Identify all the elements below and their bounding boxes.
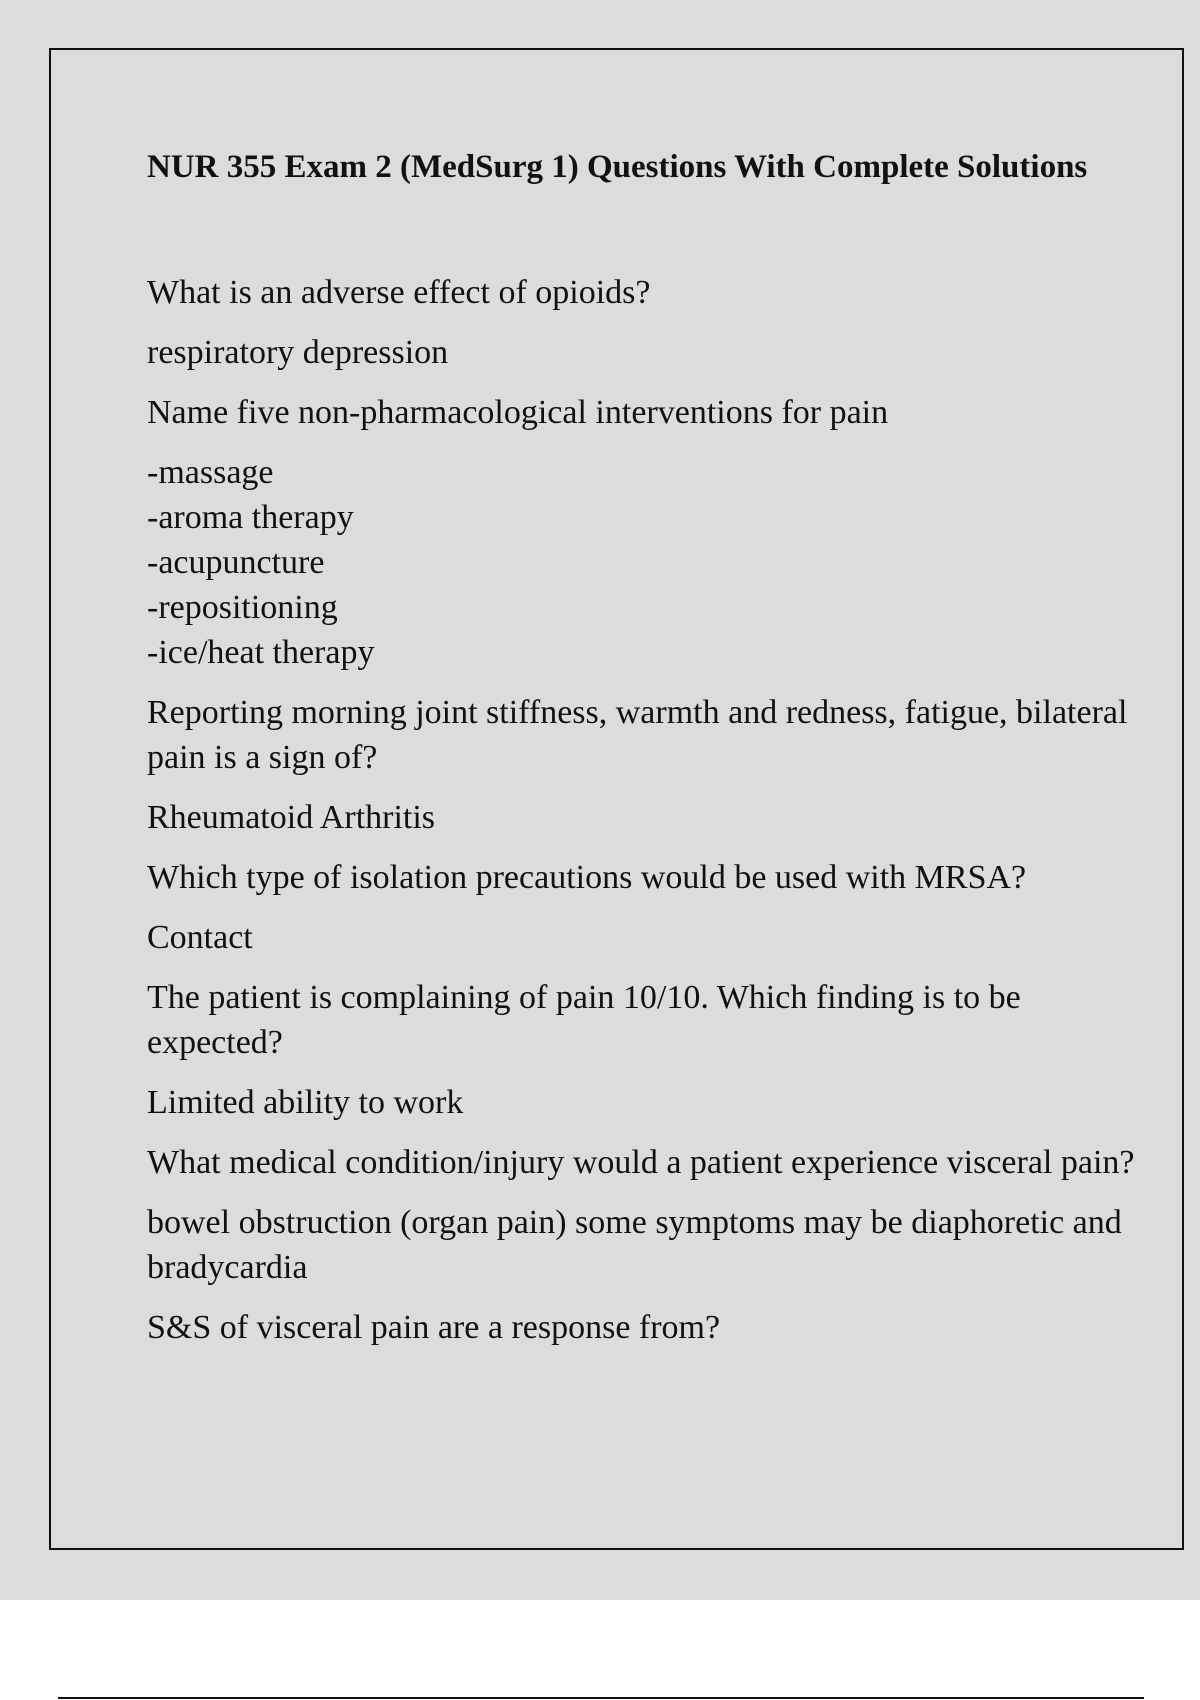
question-visceral-pain-condition: What medical condition/injury would a patient experience visceral pain?	[147, 1144, 1135, 1181]
question-visceral-pain-response: S&S of visceral pain are a response from?	[147, 1309, 721, 1346]
question-pain-10-finding: The patient is complaining of pain 10/10. Which finding is to be expected?	[147, 979, 1030, 1061]
question-non-pharm-interventions: Name five non-pharmacological interventions for pain	[147, 394, 889, 431]
question-joint-stiffness-sign: Reporting morning joint stiffness, warmth and redness, fatigue, bilateral pain is a sign of?	[147, 694, 1136, 776]
document-border	[49, 48, 1184, 1550]
document-content	[147, 144, 1137, 1365]
answer-joint-stiffness-sign: Rheumatoid Arthritis	[147, 799, 436, 836]
answer-opioid-adverse-effect: respiratory depression	[147, 334, 449, 371]
question-opioid-adverse-effect: What is an adverse effect of opioids?	[147, 274, 651, 311]
answer-pain-10-finding: Limited ability to work	[147, 1084, 464, 1121]
answer-visceral-pain-condition: bowel obstruction (organ pain) some symptoms may be diaphoretic and bradycardia	[147, 1204, 1131, 1286]
qa-list	[147, 270, 1137, 1350]
answer-non-pharm-interventions: -massage -aroma therapy -acupuncture -repositioning -ice/heat therapy	[147, 454, 375, 671]
document-title: NUR 355 Exam 2 (MedSurg 1) Questions With Complete Solutions	[147, 149, 1088, 185]
question-mrsa-isolation: Which type of isolation precautions would be used with MRSA?	[147, 859, 1027, 896]
footer-divider	[58, 1697, 1144, 1699]
answer-mrsa-isolation: Contact	[147, 919, 253, 956]
